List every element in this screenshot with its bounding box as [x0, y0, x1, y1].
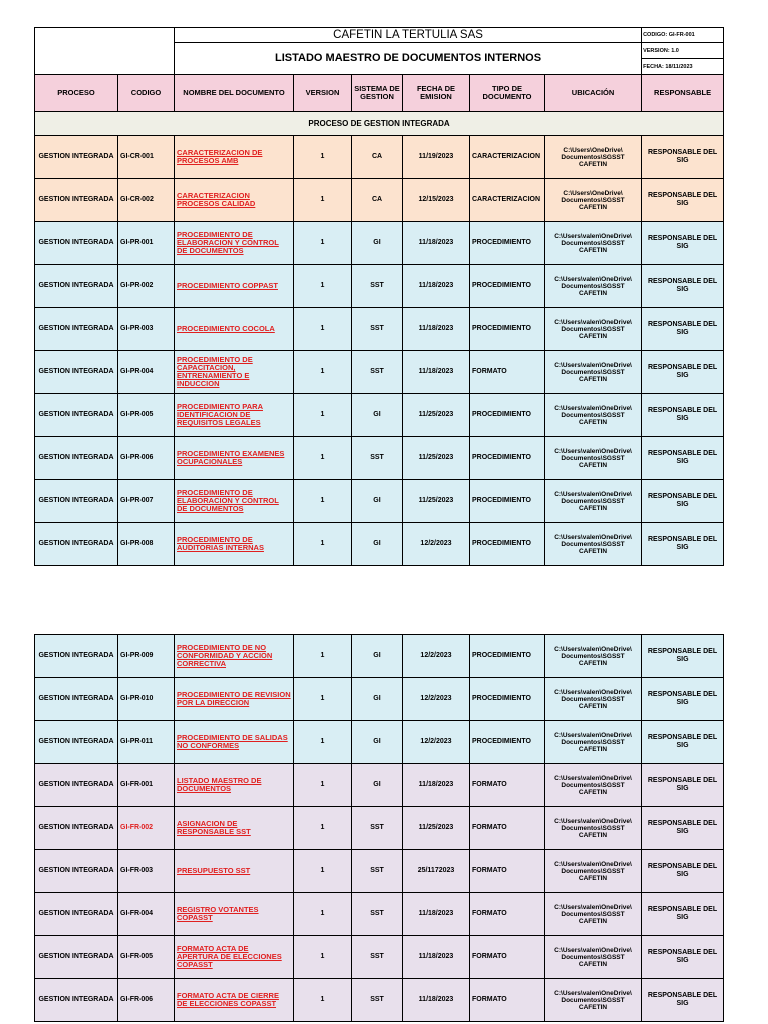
cell-sistema: GI — [352, 721, 403, 764]
cell-ubicacion: C:\Users\valen\OneDrive\ Documentos\SGSST CAFETIN — [545, 394, 642, 437]
cell-version: 1 — [294, 394, 352, 437]
cell-nombre[interactable]: ASIGNACION DE RESPONSABLE SST — [175, 807, 294, 850]
cell-fecha: 12/15/2023 — [403, 179, 470, 222]
cell-ubicacion: C:\Users\valen\OneDrive\ Documentos\SGSST CAFETIN — [545, 308, 642, 351]
cell-responsable: RESPONSABLE DEL SIG — [642, 721, 724, 764]
cell-proceso: GESTION INTEGRADA — [35, 351, 118, 394]
table-row — [35, 394, 724, 437]
cell-tipo: CARACTERIZACION — [470, 136, 545, 179]
cell-responsable: RESPONSABLE DEL SIG — [642, 936, 724, 979]
cell-ubicacion: C:\Users\valen\OneDrive\ Documentos\SGSST CAFETIN — [545, 764, 642, 807]
cell-tipo: PROCEDIMIENTO — [470, 678, 545, 721]
cell-ubicacion: C:\Users\OneDrive\ Documentos\SGSST CAFETIN — [545, 179, 642, 222]
cell-fecha: 11/18/2023 — [403, 764, 470, 807]
cell-proceso: GESTION INTEGRADA — [35, 394, 118, 437]
cell-codigo: GI-CR-002 — [118, 179, 175, 222]
cell-tipo: PROCEDIMIENTO — [470, 480, 545, 523]
cell-responsable: RESPONSABLE DEL SIG — [642, 308, 724, 351]
cell-tipo: PROCEDIMIENTO — [470, 308, 545, 351]
cell-tipo: PROCEDIMIENTO — [470, 721, 545, 764]
col-codigo: CODIGO — [118, 75, 175, 112]
cell-version: 1 — [294, 480, 352, 523]
cell-version: 1 — [294, 437, 352, 480]
cell-sistema: CA — [352, 179, 403, 222]
doc-version: VERSION: 1.0 — [642, 43, 724, 59]
cell-codigo: GI-PR-008 — [118, 523, 175, 566]
cell-tipo: CARACTERIZACION — [470, 179, 545, 222]
cell-fecha: 12/2/2023 — [403, 721, 470, 764]
cell-nombre[interactable]: PROCEDIMIENTO COCOLA — [175, 308, 294, 351]
cell-proceso: GESTION INTEGRADA — [35, 480, 118, 523]
cell-nombre[interactable]: PROCEDIMIENTO DE AUDITORIAS INTERNAS — [175, 523, 294, 566]
cell-proceso: GESTION INTEGRADA — [35, 222, 118, 265]
cell-proceso: GESTION INTEGRADA — [35, 979, 118, 1022]
cell-nombre[interactable]: LISTADO MAESTRO DE DOCUMENTOS — [175, 764, 294, 807]
cell-codigo: GI-FR-003 — [118, 850, 175, 893]
cell-tipo: FORMATO — [470, 351, 545, 394]
table-row — [35, 222, 724, 265]
cell-sistema: SST — [352, 437, 403, 480]
cell-proceso: GESTION INTEGRADA — [35, 893, 118, 936]
cell-responsable: RESPONSABLE DEL SIG — [642, 179, 724, 222]
cell-version: 1 — [294, 136, 352, 179]
table-row — [35, 351, 724, 394]
cell-tipo: PROCEDIMIENTO — [470, 635, 545, 678]
cell-nombre[interactable]: PROCEDIMIENTO DE ELABORACION Y CONTROL DE DOCUMENTOS — [175, 222, 294, 265]
cell-codigo: GI-CR-001 — [118, 136, 175, 179]
cell-sistema: SST — [352, 979, 403, 1022]
table-row — [35, 265, 724, 308]
cell-proceso: GESTION INTEGRADA — [35, 265, 118, 308]
col-tipo: TIPO DE DOCUMENTO — [470, 75, 545, 112]
cell-version: 1 — [294, 807, 352, 850]
cell-proceso: GESTION INTEGRADA — [35, 179, 118, 222]
table-row — [35, 850, 724, 893]
cell-tipo: PROCEDIMIENTO — [470, 394, 545, 437]
cell-fecha: 11/18/2023 — [403, 979, 470, 1022]
cell-version: 1 — [294, 523, 352, 566]
cell-fecha: 12/2/2023 — [403, 635, 470, 678]
cell-sistema: SST — [352, 351, 403, 394]
cell-tipo: FORMATO — [470, 979, 545, 1022]
cell-ubicacion: C:\Users\valen\OneDrive\ Documentos\SGSST CAFETIN — [545, 850, 642, 893]
col-proceso: PROCESO — [35, 75, 118, 112]
cell-ubicacion: C:\Users\valen\OneDrive\ Documentos\SGSST CAFETIN — [545, 721, 642, 764]
cell-nombre[interactable]: CARACTERIZACION PROCESOS CALIDAD — [175, 179, 294, 222]
cell-version: 1 — [294, 721, 352, 764]
cell-responsable: RESPONSABLE DEL SIG — [642, 893, 724, 936]
cell-responsable: RESPONSABLE DEL SIG — [642, 136, 724, 179]
cell-version: 1 — [294, 222, 352, 265]
cell-responsable: RESPONSABLE DEL SIG — [642, 979, 724, 1022]
cell-version: 1 — [294, 265, 352, 308]
cell-responsable: RESPONSABLE DEL SIG — [642, 850, 724, 893]
cell-proceso: GESTION INTEGRADA — [35, 936, 118, 979]
table-row — [35, 764, 724, 807]
cell-proceso: GESTION INTEGRADA — [35, 678, 118, 721]
cell-responsable: RESPONSABLE DEL SIG — [642, 222, 724, 265]
cell-tipo: FORMATO — [470, 893, 545, 936]
cell-sistema: GI — [352, 678, 403, 721]
cell-nombre[interactable]: PROCEDIMIENTO EXAMENES OCUPACIONALES — [175, 437, 294, 480]
cell-codigo: GI-PR-011 — [118, 721, 175, 764]
cell-sistema: GI — [352, 764, 403, 807]
cell-ubicacion: C:\Users\valen\OneDrive\ Documentos\SGSST CAFETIN — [545, 222, 642, 265]
cell-codigo: GI-PR-005 — [118, 394, 175, 437]
cell-version: 1 — [294, 764, 352, 807]
table-row — [35, 635, 724, 678]
cell-version: 1 — [294, 351, 352, 394]
cell-proceso: GESTION INTEGRADA — [35, 764, 118, 807]
cell-fecha: 12/2/2023 — [403, 523, 470, 566]
cell-sistema: SST — [352, 807, 403, 850]
cell-proceso: GESTION INTEGRADA — [35, 437, 118, 480]
cell-tipo: FORMATO — [470, 850, 545, 893]
cell-nombre[interactable]: REGISTRO VOTANTES COPASST — [175, 893, 294, 936]
col-version: VERSION — [294, 75, 352, 112]
cell-ubicacion: C:\Users\valen\OneDrive\ Documentos\SGSST CAFETIN — [545, 678, 642, 721]
cell-codigo: GI-FR-002 — [118, 807, 175, 850]
cell-proceso: GESTION INTEGRADA — [35, 308, 118, 351]
cell-fecha: 11/25/2023 — [403, 807, 470, 850]
cell-codigo: GI-FR-005 — [118, 936, 175, 979]
cell-responsable: RESPONSABLE DEL SIG — [642, 437, 724, 480]
cell-version: 1 — [294, 979, 352, 1022]
cell-fecha: 11/25/2023 — [403, 480, 470, 523]
cell-nombre[interactable]: PROCEDIMIENTO DE CAPACITACION, ENTRENAMIENTO E INDUCCION — [175, 351, 294, 394]
cell-responsable: RESPONSABLE DEL SIG — [642, 635, 724, 678]
cell-ubicacion: C:\Users\valen\OneDrive\ Documentos\SGSST CAFETIN — [545, 265, 642, 308]
cell-tipo: FORMATO — [470, 764, 545, 807]
cell-tipo: FORMATO — [470, 936, 545, 979]
cell-nombre[interactable]: PROCEDIMIENTO DE REVISION POR LA DIRECCION — [175, 678, 294, 721]
cell-proceso: GESTION INTEGRADA — [35, 850, 118, 893]
column-header-row — [35, 75, 724, 112]
section-title: PROCESO DE GESTION INTEGRADA — [35, 112, 724, 136]
table-row — [35, 807, 724, 850]
cell-nombre[interactable]: PRESUPUESTO SST — [175, 850, 294, 893]
table-row — [35, 136, 724, 179]
document-title: LISTADO MAESTRO DE DOCUMENTOS INTERNOS — [175, 43, 642, 75]
cell-responsable: RESPONSABLE DEL SIG — [642, 807, 724, 850]
cell-ubicacion: C:\Users\valen\OneDrive\ Documentos\SGSST CAFETIN — [545, 523, 642, 566]
cell-proceso: GESTION INTEGRADA — [35, 523, 118, 566]
cell-sistema: GI — [352, 523, 403, 566]
cell-codigo: GI-FR-004 — [118, 893, 175, 936]
cell-responsable: RESPONSABLE DEL SIG — [642, 678, 724, 721]
cell-proceso: GESTION INTEGRADA — [35, 721, 118, 764]
cell-responsable: RESPONSABLE DEL SIG — [642, 351, 724, 394]
cell-version: 1 — [294, 850, 352, 893]
cell-tipo: FORMATO — [470, 807, 545, 850]
cell-ubicacion: C:\Users\valen\OneDrive\ Documentos\SGSST CAFETIN — [545, 979, 642, 1022]
cell-codigo: GI-PR-007 — [118, 480, 175, 523]
table-row — [35, 678, 724, 721]
cell-fecha: 11/25/2023 — [403, 437, 470, 480]
cell-tipo: PROCEDIMIENTO — [470, 523, 545, 566]
cell-nombre[interactable]: CARACTERIZACION DE PROCESOS AMB — [175, 136, 294, 179]
cell-nombre[interactable]: PROCEDIMIENTO PARA IDENTIFICACION DE REQUISITOS LEGALES — [175, 394, 294, 437]
cell-ubicacion: C:\Users\valen\OneDrive\ Documentos\SGSST CAFETIN — [545, 936, 642, 979]
cell-responsable: RESPONSABLE DEL SIG — [642, 480, 724, 523]
cell-version: 1 — [294, 179, 352, 222]
cell-codigo: GI-PR-009 — [118, 635, 175, 678]
cell-proceso: GESTION INTEGRADA — [35, 136, 118, 179]
cell-sistema: GI — [352, 394, 403, 437]
cell-ubicacion: C:\Users\valen\OneDrive\ Documentos\SGSST CAFETIN — [545, 807, 642, 850]
cell-tipo: PROCEDIMIENTO — [470, 265, 545, 308]
cell-responsable: RESPONSABLE DEL SIG — [642, 523, 724, 566]
cell-sistema: SST — [352, 893, 403, 936]
cell-sistema: SST — [352, 936, 403, 979]
cell-sistema: GI — [352, 635, 403, 678]
cell-version: 1 — [294, 678, 352, 721]
cell-fecha: 11/18/2023 — [403, 265, 470, 308]
cell-sistema: GI — [352, 222, 403, 265]
cell-nombre[interactable]: PROCEDIMIENTO DE SALIDAS NO CONFORMES — [175, 721, 294, 764]
cell-proceso: GESTION INTEGRADA — [35, 635, 118, 678]
cell-codigo: GI-PR-003 — [118, 308, 175, 351]
table-row — [35, 523, 724, 566]
cell-ubicacion: C:\Users\valen\OneDrive\ Documentos\SGSST CAFETIN — [545, 437, 642, 480]
cell-codigo: GI-FR-001 — [118, 764, 175, 807]
col-ubicacion: UBICACIÓN — [545, 75, 642, 112]
cell-version: 1 — [294, 936, 352, 979]
cell-ubicacion: C:\Users\valen\OneDrive\ Documentos\SGSST CAFETIN — [545, 351, 642, 394]
cell-sistema: GI — [352, 480, 403, 523]
cell-codigo: GI-FR-006 — [118, 979, 175, 1022]
cell-fecha: 11/19/2023 — [403, 136, 470, 179]
cell-nombre[interactable]: FORMATO ACTA DE CIERRE DE ELECCIONES COPASST — [175, 979, 294, 1022]
cell-responsable: RESPONSABLE DEL SIG — [642, 764, 724, 807]
col-sistema: SISTEMA DE GESTION — [352, 75, 403, 112]
document-table-page-1 — [34, 27, 724, 566]
cell-fecha: 11/18/2023 — [403, 222, 470, 265]
cell-nombre[interactable]: PROCEDIMIENTO COPPAST — [175, 265, 294, 308]
cell-ubicacion: C:\Users\valen\OneDrive\ Documentos\SGSST CAFETIN — [545, 893, 642, 936]
company-name: CAFETIN LA TERTULIA SAS — [175, 28, 642, 43]
cell-responsable: RESPONSABLE DEL SIG — [642, 265, 724, 308]
cell-proceso: GESTION INTEGRADA — [35, 807, 118, 850]
col-nombre: NOMBRE DEL DOCUMENTO — [175, 75, 294, 112]
cell-sistema: SST — [352, 308, 403, 351]
col-fecha: FECHA DE EMISION — [403, 75, 470, 112]
table-row — [35, 893, 724, 936]
cell-tipo: PROCEDIMIENTO — [470, 437, 545, 480]
cell-sistema: SST — [352, 265, 403, 308]
cell-ubicacion: C:\Users\OneDrive\ Documentos\SGSST CAFETIN — [545, 136, 642, 179]
document-table-page-2 — [34, 634, 724, 1022]
doc-code: CODIGO: GI-FR-001 — [642, 28, 724, 43]
cell-sistema: CA — [352, 136, 403, 179]
table-row — [35, 936, 724, 979]
cell-fecha: 11/18/2023 — [403, 936, 470, 979]
cell-nombre[interactable]: FORMATO ACTA DE APERTURA DE ELECCIONES COPASST — [175, 936, 294, 979]
cell-version: 1 — [294, 893, 352, 936]
cell-fecha: 11/18/2023 — [403, 308, 470, 351]
cell-ubicacion: C:\Users\valen\OneDrive\ Documentos\SGSST CAFETIN — [545, 635, 642, 678]
cell-fecha: 12/2/2023 — [403, 678, 470, 721]
cell-sistema: SST — [352, 850, 403, 893]
table-row — [35, 979, 724, 1022]
cell-codigo: GI-PR-001 — [118, 222, 175, 265]
cell-tipo: PROCEDIMIENTO — [470, 222, 545, 265]
cell-fecha: 11/18/2023 — [403, 893, 470, 936]
table-row — [35, 480, 724, 523]
cell-ubicacion: C:\Users\valen\OneDrive\ Documentos\SGSST CAFETIN — [545, 480, 642, 523]
cell-responsable: RESPONSABLE DEL SIG — [642, 394, 724, 437]
cell-nombre[interactable]: PROCEDIMIENTO DE ELABORACION Y CONTROL DE DOCUMENTOS — [175, 480, 294, 523]
cell-version: 1 — [294, 308, 352, 351]
table-row — [35, 437, 724, 480]
cell-codigo: GI-PR-006 — [118, 437, 175, 480]
cell-codigo: GI-PR-004 — [118, 351, 175, 394]
cell-fecha: 25/1172023 — [403, 850, 470, 893]
cell-nombre[interactable]: PROCEDIMIENTO DE NO CONFORMIDAD Y ACCION CORRECTIVA — [175, 635, 294, 678]
cell-codigo: GI-PR-002 — [118, 265, 175, 308]
table-row — [35, 721, 724, 764]
table-row — [35, 308, 724, 351]
doc-date: FECHA: 18/11/2023 — [642, 59, 724, 75]
table-row — [35, 179, 724, 222]
cell-fecha: 11/25/2023 — [403, 394, 470, 437]
col-responsable: RESPONSABLE — [642, 75, 724, 112]
cell-version: 1 — [294, 635, 352, 678]
cell-codigo: GI-PR-010 — [118, 678, 175, 721]
cell-fecha: 11/18/2023 — [403, 351, 470, 394]
logo-area — [35, 28, 175, 75]
